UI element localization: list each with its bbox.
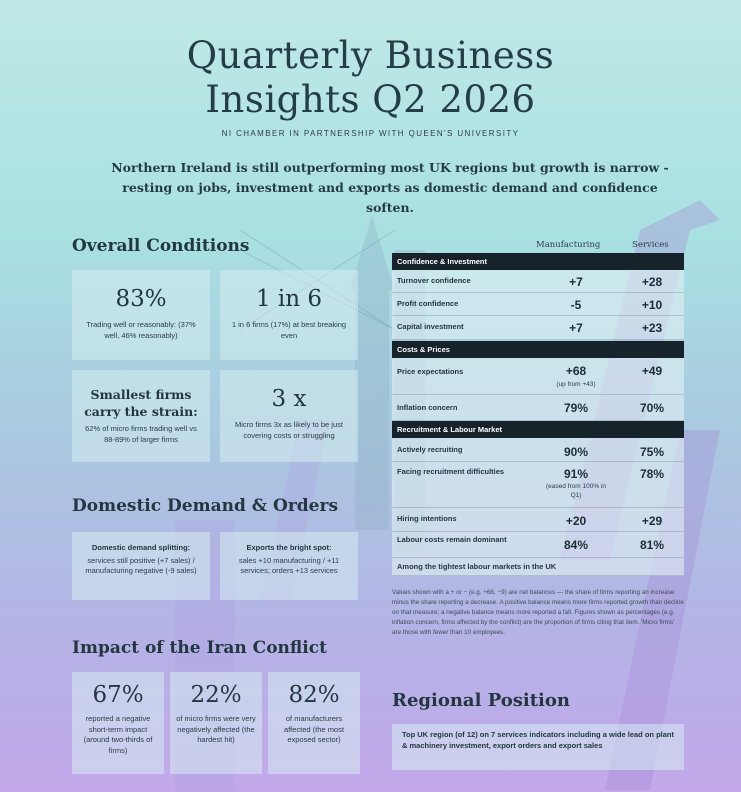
regional-text: Top UK region (of 12) on 7 services indicators including a wide lead on plant & machinery investment, export orders and export sales <box>402 730 674 750</box>
manufacturing-note: (eased from 100% in Q1) <box>546 483 606 499</box>
iran-card-negative-impact <box>72 672 164 774</box>
row-label: Capital investment <box>397 322 464 331</box>
manufacturing-note: (up from +43) <box>556 381 596 388</box>
page-title-line2: Insights Q2 2026 <box>205 78 536 121</box>
table-row-price-expectations <box>392 358 684 395</box>
table-row-tightest <box>392 558 684 576</box>
lede-text: Northern Ireland is still outperforming most UK regions but growth is narrow - resting on jobs, investment and exports as domestic demand and confidence soften. <box>111 160 669 215</box>
breakeven-text: 1 in 6 firms (17%) at best breaking even <box>231 320 347 340</box>
domestic-card-splitting <box>72 532 210 600</box>
page-title-line1: Quarterly Business <box>186 34 555 77</box>
table-row-facing-difficulties <box>392 462 684 508</box>
splitting-head: Domestic demand splitting: <box>91 543 191 552</box>
manufacturing-value: 79% <box>563 401 589 415</box>
services-value: +23 <box>641 321 663 335</box>
manufacturing-value: -5 <box>570 298 582 312</box>
table-row-turnover <box>392 270 684 293</box>
exports-text: sales +10 manufacturing / +11 services; orders +13 services <box>238 555 340 575</box>
manufacturing-value: 90% <box>563 445 589 459</box>
services-value: 78% <box>639 467 665 481</box>
smallest-firms-head: Smallest firms carry the strain: <box>84 387 198 419</box>
manufacturers-text: of manufacturers affected (the most exposed sector) <box>284 714 344 744</box>
column-header-services: Services <box>632 240 669 250</box>
manufacturing-value: +20 <box>565 514 587 528</box>
row-label: Price expectations <box>397 367 464 376</box>
row-label: Turnover confidence <box>397 276 471 285</box>
regional-card <box>392 724 684 770</box>
overall-card-breakeven <box>220 270 358 360</box>
overall-card-trading <box>72 270 210 360</box>
table-row-profit <box>392 293 684 316</box>
row-label: Hiring intentions <box>397 514 457 523</box>
micro-affected-text: of micro firms were very negatively affected (the hardest hit) <box>176 714 256 744</box>
services-value: +29 <box>641 514 663 528</box>
page-subtitle: NI CHAMBER IN PARTNERSHIP WITH QUEEN'S UNIVERSITY <box>221 129 520 138</box>
domestic-card-exports <box>220 532 358 600</box>
section-confidence-investment: Confidence & Investment <box>392 253 684 270</box>
micro-firms-stat: 3 x <box>271 386 307 412</box>
row-label: Labour costs remain dominant <box>397 535 507 544</box>
row-label: Facing recruitment difficulties <box>397 467 505 476</box>
manufacturing-value: +7 <box>569 321 583 335</box>
smallest-firms-text: 62% of micro firms trading well vs 88-89% of larger firms <box>85 424 197 444</box>
micro-affected-stat: 22% <box>190 682 242 708</box>
section-costs-prices: Costs & Prices <box>392 341 684 358</box>
overall-card-micro-firms <box>220 370 358 462</box>
row-label: Among the tightest labour markets in the UK <box>397 562 557 571</box>
domestic-demand-heading: Domestic Demand & Orders <box>72 496 339 516</box>
services-value: 81% <box>639 538 665 552</box>
exports-head: Exports the bright spot: <box>246 543 332 552</box>
manufacturing-value: +7 <box>569 275 583 289</box>
services-value: 70% <box>639 401 665 415</box>
negative-impact-text: reported a negative short-term impact (around two-thirds of firms) <box>83 714 153 755</box>
splitting-text: services still positive (+7 sales) / manufacturing negative (-9 sales) <box>85 555 197 575</box>
table-row-labour-costs <box>392 532 684 558</box>
iran-conflict-heading: Impact of the Iran Conflict <box>72 638 327 658</box>
negative-impact-stat: 67% <box>92 682 144 708</box>
row-label: Actively recruiting <box>397 445 463 454</box>
micro-firms-text: Micro firms 3x as likely to be just covering costs or struggling <box>235 420 343 440</box>
services-value: +10 <box>641 298 663 312</box>
trading-text: Trading well or reasonably: (37% well, 46% reasonably) <box>86 320 196 340</box>
table-row-capital <box>392 316 684 340</box>
table-row-hiring <box>392 508 684 532</box>
row-label: Profit confidence <box>397 299 459 308</box>
services-value: 75% <box>639 445 665 459</box>
breakeven-stat: 1 in 6 <box>255 286 323 312</box>
table-footnote: Values shown with a + or − (e.g. +68, −9) are net balances — the share of firms reporting an increase minus the share reporting a decrease. A positive balance means more firms reported growth than decline on that measure; a negative balance means more reported a fall. Figures shown as percentages (e.g. inflation concern, firms affected by the conflict) are the proportion of firms citing that item. 'Micro firms' are those with fewer than 10 employees. <box>392 589 684 636</box>
iran-card-manufacturers <box>268 672 360 774</box>
manufacturing-value: +68 <box>565 364 587 378</box>
column-header-manufacturing: Manufacturing <box>536 240 601 250</box>
trading-stat: 83% <box>115 286 167 312</box>
row-label: Inflation concern <box>397 403 458 412</box>
table-row-inflation <box>392 395 684 421</box>
services-value: +49 <box>641 364 663 378</box>
manufacturing-value: 84% <box>563 538 589 552</box>
section-recruitment: Recruitment & Labour Market <box>392 421 684 438</box>
page-title <box>0 34 741 122</box>
manufacturing-value: 91% <box>563 467 589 481</box>
regional-position-heading: Regional Position <box>392 690 570 711</box>
iran-card-micro-firms <box>170 672 262 774</box>
table-row-recruiting <box>392 438 684 462</box>
manufacturers-stat: 82% <box>288 682 340 708</box>
overall-card-smallest-firms <box>72 370 210 462</box>
overall-conditions-heading: Overall Conditions <box>72 236 250 256</box>
services-value: +28 <box>641 275 663 289</box>
